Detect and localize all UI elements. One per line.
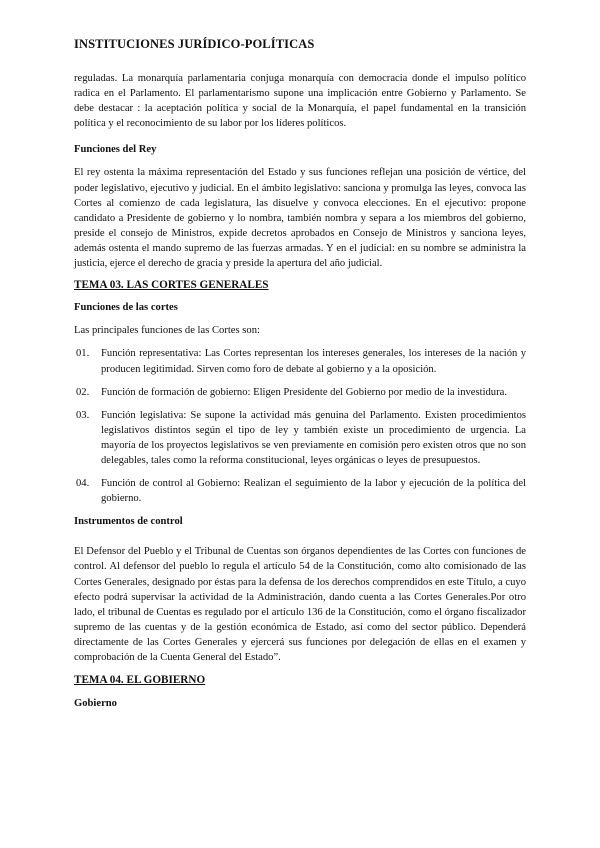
list-item-number: 02. (76, 386, 90, 398)
funciones-cortes-list (74, 346, 526, 506)
list-item-text: Función de control al Gobierno: Realizan el seguimiento de la labor y ejecución de la política del gobierno. (101, 478, 526, 505)
funciones-cortes-heading: Funciones de las cortes (74, 302, 178, 314)
list-item (74, 346, 526, 376)
list-item (74, 408, 526, 468)
funciones-rey-heading: Funciones del Rey (74, 144, 157, 156)
instrumentos-control-paragraph: El Defensor del Pueblo y el Tribunal de Cuentas son órganos dependientes de las Cortes con funciones de control. Al defensor del pueblo lo regula el artículo 54 de la Constitución, como alto comisionado de las Cortes Generales, designado por éstas para la defensa de los derechos comprendidos en este Título, a cuyo efecto podrá supervisar la actividad de la Administración, dando cuenta a las Cortes Generales.Por otro lado, el tribunal de Cuentas es regulado por el artículo 136 de la Constitución, como el órgano fiscalizador supremo de las cuentas y de la gestión económica de Estado, así como del sector público. Dependerá directamente de las Cortes Generales y ejercerá sus funciones por delegación de ellas en el examen y comprobación de la Cuenta General del Estado”. (74, 546, 526, 663)
list-item (74, 385, 526, 400)
document-body (74, 71, 526, 711)
tema-03-title: TEMA 03. LAS CORTES GENERALES (74, 279, 269, 292)
tema-04-title: TEMA 04. EL GOBIERNO (74, 674, 206, 687)
page-header: INSTITUCIONES JURÍDICO-POLÍTICAS (74, 37, 315, 51)
list-item-text: Función de formación de gobierno: Eligen Presidente del Gobierno por medio de la investidura. (101, 386, 507, 398)
funciones-cortes-lead: Las principales funciones de las Cortes son: (74, 325, 260, 337)
list-item-number: 01. (76, 348, 90, 360)
list-item (74, 476, 526, 506)
gobierno-heading: Gobierno (74, 698, 117, 710)
list-item-number: 03. (76, 409, 90, 421)
list-item-text: Función representativa: Las Cortes representan los intereses generales, los intereses de la nación y producen legitimidad. Sirven como foro de debate al gobierno y a la oposición. (101, 348, 526, 375)
list-item-text: Función legislativa: Se supone la actividad más genuina del Parlamento. Existen procedimientos legislativos distintos según el tipo de ley y también existe un procedimiento de urgencia. La mayoría de los proyectos legislativos se ven previamente en comisión pero existen otros que no son delegables, tales como la reforma constitucional, leyes orgánicas o leyes de presupuestos. (101, 409, 526, 466)
instrumentos-control-heading: Instrumentos de control (74, 516, 183, 528)
list-item-number: 04. (76, 478, 90, 490)
intro-paragraph: reguladas. La monarquía parlamentaria conjuga monarquía con democracia donde el impulso político radica en el Parlamento. El parlamentarismo supone una implicación entre Gobierno y Parlamento. Se debe destacar : la aceptación política y social de la Monarquía, el papel fundamental en la transición política y el reconocimiento de su labor por los líderes políticos. (74, 73, 526, 130)
funciones-rey-paragraph: El rey ostenta la máxima representación del Estado y sus funciones reflejan una posición de vértice, del poder legislativo, ejecutivo y judicial. En el ámbito legislativo: sanciona y promulga las leyes, convoca las Cortes al comienzo de cada legislatura, las disuelve y convoca elecciones. En el ejecutivo: propone candidato a Presidente de gobierno y lo nombra, también nombra y separa a los miembros del gobierno, preside el consejo de Ministros, expide decretos aprobados en Consejo de Ministros y sanciona leyes, además ostenta el mando supremo de las fuerzas armadas. Y en el judicial: en su nombre se administra la justicia, ejerce el derecho de gracia y preside la apertura del año judicial. (74, 167, 526, 270)
